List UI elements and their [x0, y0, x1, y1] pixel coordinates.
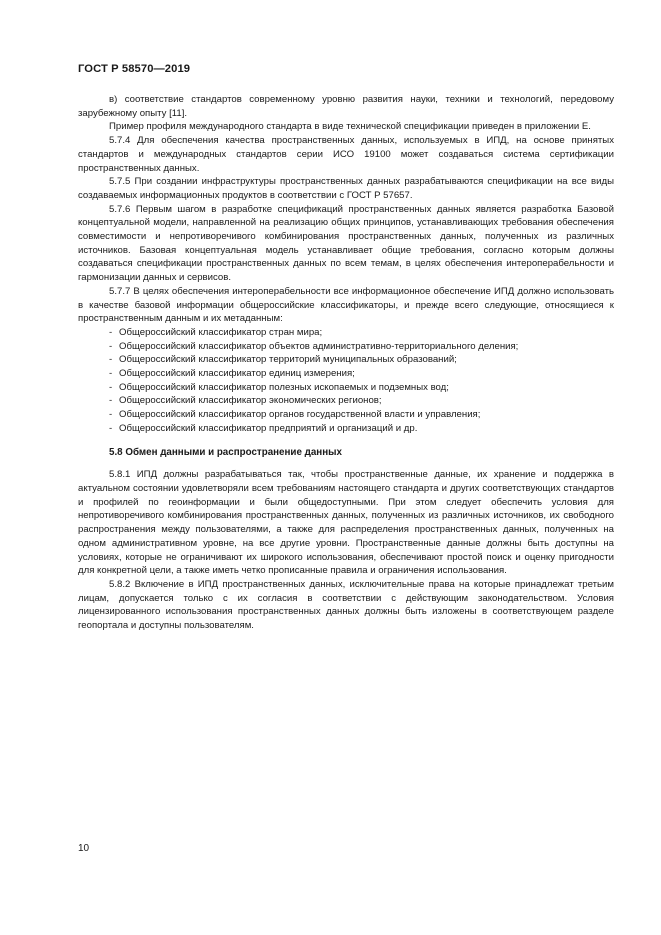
paragraph-item-v: в) соответствие стандартов современному уровню развития науки, техники и технологий, передовому зарубежному опыту [11].	[78, 94, 614, 119]
list-item: - Общероссийский классификатор единиц измерения;	[109, 367, 614, 381]
list-item: - Общероссийский классификатор территорий муниципальных образований;	[109, 353, 614, 367]
paragraph-5-7-5: 5.7.5 При создании инфраструктуры пространственных данных разрабатываются спецификации на все виды создаваемых информационных продуктов в соответствии с ГОСТ Р 57657.	[78, 176, 614, 201]
paragraph-5-7-6: 5.7.6 Первым шагом в разработке спецификаций пространственных данных является разработка Базовой концептуальной модели, направленной на реализацию общих принципов, устанавливающих требования обеспечения совместимости и непротиворечивого комбинирования пространственных данных, полученных из различных источников. Базовая концептуальная модель устанавливает общие требования, согласно которым должны создаваться спецификации пространственных данных по всем темам, в целях обеспечения интероперабельности и гармонизации данных и сервисов.	[78, 203, 614, 284]
paragraph-5-8-1: 5.8.1 ИПД должны разрабатываться так, чтобы пространственные данные, их хранение и поддержка в актуальном состоянии удовлетворяли всем требованиям настоящего стандарта и других соответствующих стандартов и профилей по геоинформации и были общедоступными. При этом следует обеспечить условия для непротиворечивого комбинирования пространственных данных, полученных из различных источников, их свободного распространения между пользователями, а также для распределения пространственных данных, полученных на одном административном уровне, на все другие уровни. Пространственные данные должны быть доступны на условиях, которые не ограничивают их широкого использования, обеспечивают простой поиск и оценку пригодности для конкретной цели, а также иметь четко прописанные правила и ограничения использования.	[78, 469, 614, 577]
paragraph-5-7-7: 5.7.7 В целях обеспечения интероперабельности все информационное обеспечение ИПД должно использовать в качестве базовой информации общероссийские классификаторы, и прежде всего следующие, относящиеся к пространственным данным и их метаданным:	[78, 285, 614, 325]
page-number: 10	[78, 843, 90, 854]
list-item: - Общероссийский классификатор полезных ископаемых и подземных вод;	[109, 381, 614, 395]
document-body	[78, 93, 614, 633]
list-item: - Общероссийский классификатор органов государственной власти и управления;	[109, 408, 614, 422]
document-header: ГОСТ Р 58570—2019	[78, 63, 191, 75]
paragraph-5-8-2: 5.8.2 Включение в ИПД пространственных данных, исключительные права на которые принадлежат третьим лицам, допускается только с их согласия в соответствии с действующим законодательством. Условия лицензированного использования пространственных данных должны быть изложены в соответствующем разделе геопортала и доступны пользователям.	[78, 578, 614, 632]
list-item: - Общероссийский классификатор экономических регионов;	[109, 394, 614, 408]
list-item: - Общероссийский классификатор предприятий и организаций и др.	[109, 422, 614, 436]
list-item: - Общероссийский классификатор стран мира;	[109, 326, 614, 340]
classifier-list	[78, 326, 614, 436]
paragraph-5-7-4: 5.7.4 Для обеспечения качества пространственных данных, используемых в ИПД, на основе принятых стандартов и международных стандартов серии ИСО 19100 может создаваться система сертификации пространственных данных.	[78, 135, 614, 174]
list-item: - Общероссийский классификатор объектов административно-территориального деления;	[109, 340, 614, 354]
section-heading-5-8: 5.8 Обмен данными и распространение данных	[109, 446, 342, 458]
paragraph-example-profile: Пример профиля международного стандарта в виде технической спецификации приведен в приложении Е.	[109, 121, 591, 133]
